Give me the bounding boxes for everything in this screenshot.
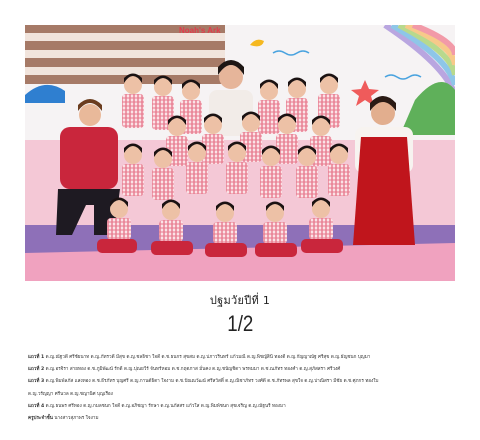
name-row: แถวที่ 2 ด.ญ.อรจิรา สายทอง ด.ช.ภูมิพัฒน์ รักดี ด.ญ.ปุณยวีร์ จันทร์หอม ด.ช.กฤตภาส มั่นคง ด.ญ.ชนัญชิดา พรหมมา ด.ช.ณภัทร ทองคำ ด.ญ.สุภัสสรา ศรีวงศ์: [28, 367, 341, 373]
class-photo: [25, 25, 455, 281]
class-photo-illustration: [25, 25, 455, 281]
photo-caption: [0, 294, 480, 337]
name-row: ด.ญ.วรัญญา ศรีนวล ด.ญ.ชญานิศ บุญเรือง: [28, 391, 113, 397]
class-room-number: 1/2: [226, 311, 254, 336]
backdrop-sign: Noah's Ark: [179, 26, 221, 35]
class-level: ปฐมวัยปีที่ 1: [209, 294, 271, 307]
name-row: แถวที่ 4 ด.ญ.ธนพร ศรีทอง ด.ญ.กมลชนก ใจดี ด.ญ.อภิชญา รักษา ด.ญ.นภัสสร แก้วใส ด.ญ.พิมพ์ชนก สุขเจริญ ด.ญ.ณัฐนรี ทองมา: [28, 403, 286, 409]
name-row: แถวที่ 3 ด.ญ.พิมพ์ลภัส แสงทอง ด.ช.ธีรภัทร บุญศรี ด.ญ.กานต์ธิดา ใจงาม ด.ช.ปัณณวัฒน์ ศรีสวัสดิ์ ด.ญ.ณิชาภัทร วงศ์ดี ด.ช.ภัทรพล สุขใจ ด.ญ.ปาณิสรา มีชัย ด.ช.ศุภกร ทองใบ: [28, 379, 379, 385]
name-row: ครูประจำชั้น นางสาวสุภาพร ใจงาม: [28, 416, 99, 422]
name-row: แถวที่ 1 ด.ญ.ณัฐวดี ศรีชัยนาท ด.ญ.ภัทรวดี มีสุข ด.ญ.ชลธิชา ใจดี ด.ช.ธนกร สุขสม ด.ญ.ปภาวรินทร์ แก้วมณี ด.ญ.พิชญ์สินี ทองดี ด.ญ.กัญญาณัฐ ศรีสุข ด.ญ.ธัญชนก บุญมา: [28, 355, 371, 360]
student-name-list: [28, 352, 458, 425]
